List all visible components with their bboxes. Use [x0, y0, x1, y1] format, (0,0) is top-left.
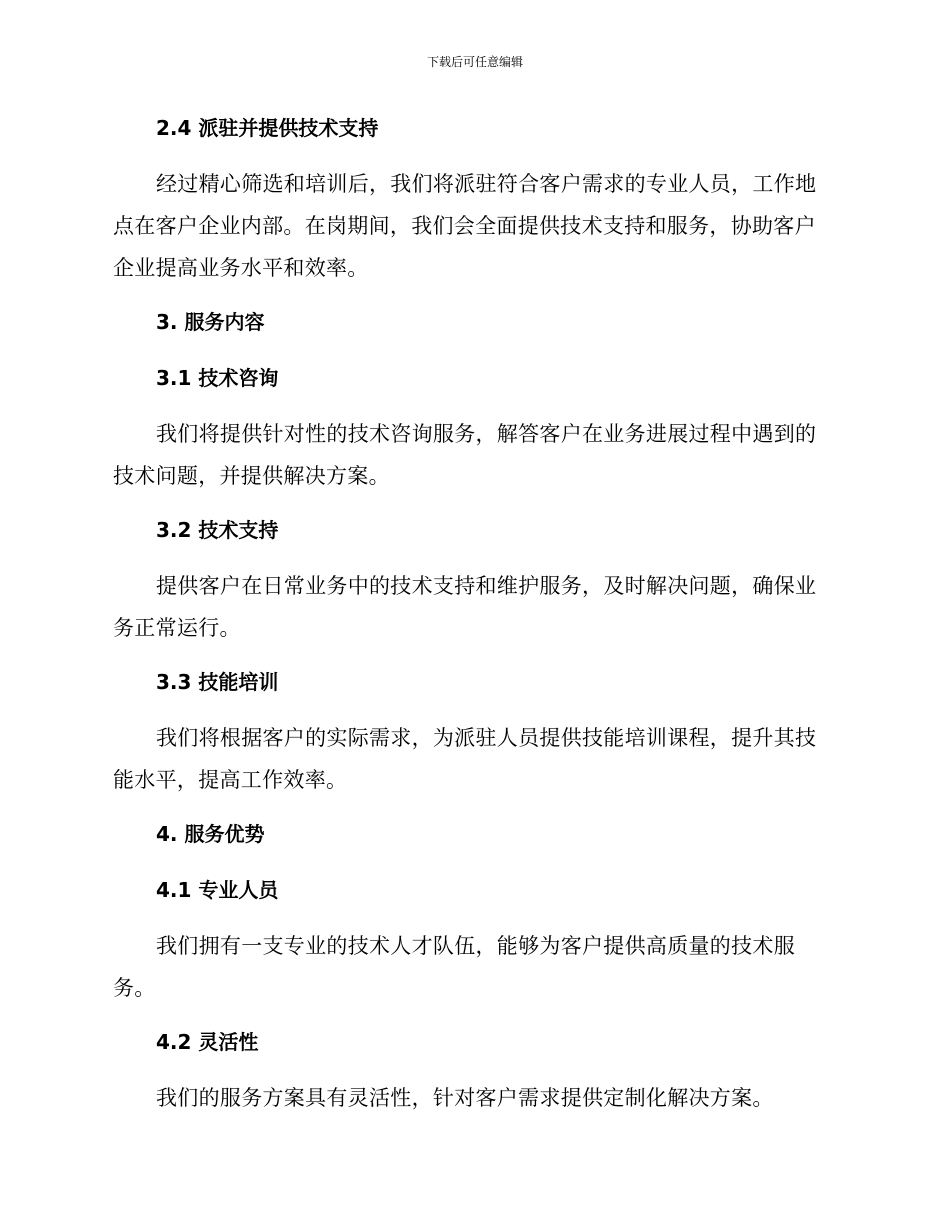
section-heading-3-1: 3.1 技术咨询 — [156, 366, 279, 390]
paragraph-tech-consulting: 我们将提供针对性的技术咨询服务，解答客户在业务进展过程中遇到的技术问题，并提供解决方案。 — [113, 422, 817, 488]
section-heading-2-4: 2.4 派驻并提供技术支持 — [156, 116, 379, 140]
section-heading-4-1: 4.1 专业人员 — [156, 878, 279, 902]
section-heading-4: 4. 服务优势 — [156, 822, 265, 846]
paragraph-skill-training: 我们将根据客户的实际需求，为派驻人员提供技能培训课程，提升其技能水平，提高工作效率。 — [113, 726, 817, 792]
section-heading-3-2: 3.2 技术支持 — [156, 518, 279, 542]
page-header-note: 下载后可任意编辑 — [426, 55, 523, 69]
paragraph-dispatch-support: 经过精心筛选和培训后，我们将派驻符合客户需求的专业人员，工作地点在客户企业内部。在岗期间，我们会全面提供技术支持和服务，协助客户企业提高业务水平和效率。 — [113, 172, 817, 280]
paragraph-tech-support: 提供客户在日常业务中的技术支持和维护服务，及时解决问题，确保业务正常运行。 — [113, 574, 817, 640]
document-body — [113, 107, 835, 1131]
section-heading-3: 3. 服务内容 — [156, 310, 265, 334]
section-heading-4-2: 4.2 灵活性 — [156, 1030, 259, 1054]
paragraph-flexibility: 我们的服务方案具有灵活性，针对客户需求提供定制化解决方案。 — [156, 1086, 774, 1110]
paragraph-professional-staff: 我们拥有一支专业的技术人才队伍，能够为客户提供高质量的技术服务。 — [113, 934, 795, 1000]
section-heading-3-3: 3.3 技能培训 — [156, 670, 279, 694]
